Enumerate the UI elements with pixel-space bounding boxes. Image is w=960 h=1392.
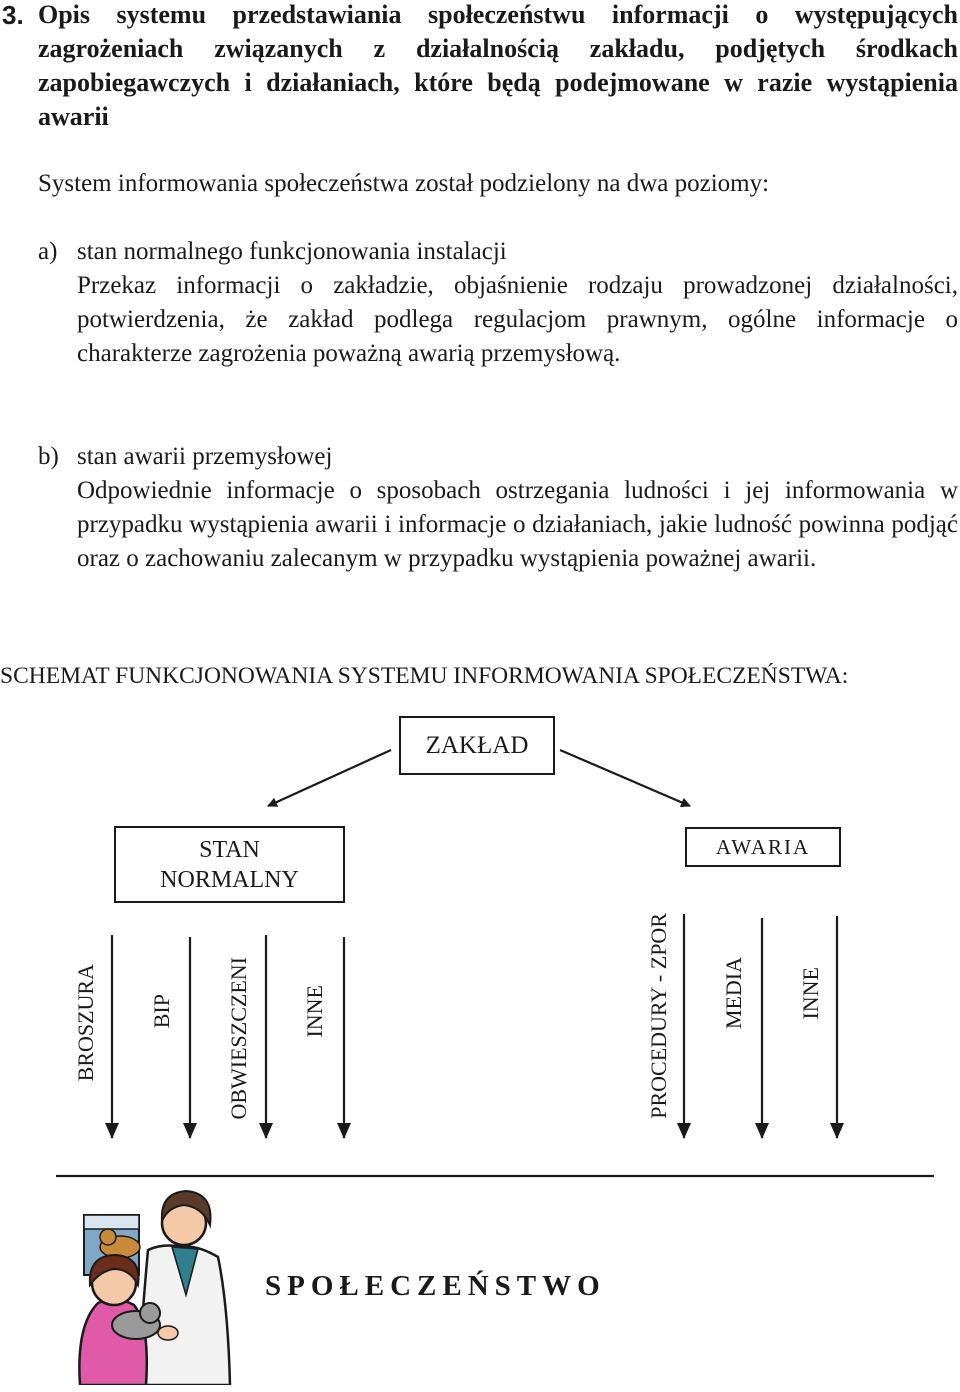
channel-broszura: BROSZURA	[73, 964, 98, 1082]
level-a-title: stan normalnego funkcjonowania instalacji	[77, 238, 507, 265]
section-title: Opis systemu przedstawiania społeczeństwu informacji o występujących zagrożeniach związanych z działalnością zakładu, podjętych środkach zapobiegawczych i działaniach, które będą podejmowane w razie wystąpienia awarii	[38, 0, 958, 131]
level-a-marker: a)	[38, 238, 58, 265]
channel-media: MEDIA	[721, 957, 746, 1030]
people-clipart-image	[68, 1185, 238, 1385]
intro-paragraph: System informowania społeczeństwa został podzielony na dwa poziomy:	[38, 170, 770, 197]
node-zaklad: ZAKŁAD	[399, 716, 555, 775]
channel-bip: BIP	[149, 994, 174, 1029]
channel-inne-awaria: INNE	[798, 967, 823, 1020]
channel-procedury-zpor: PROCEDURY - ZPOR	[646, 913, 671, 1119]
level-a-body: Przekaz informacji o zakładzie, objaśnienie rodzaju prowadzonej działalności, potwierdzenia, że zakład podlega regulacjom prawnym, ogólne informacje o charakterze zagrożenia poważną awarią przemysłową.	[77, 272, 958, 367]
channel-inne-normal: INNE	[302, 985, 327, 1038]
section-number: 3.	[2, 0, 24, 30]
level-b-title: stan awarii przemysłowej	[77, 443, 333, 470]
level-b-marker: b)	[38, 443, 59, 470]
level-b-body: Odpowiednie informacje o sposobach ostrzegania ludności i jej informowania w przypadku wystąpienia awarii i informacje o działaniach, jakie ludność powinna podjąć oraz o zachowaniu zalecanym w przypadku wystąpienia poważnej awarii.	[77, 477, 958, 572]
node-stan-line1: STAN	[199, 836, 260, 863]
node-awaria: AWARIA	[685, 827, 841, 867]
diagram-title: SCHEMAT FUNKCJONOWANIA SYSTEMU INFORMOWANIA SPOŁECZEŃSTWA:	[0, 663, 849, 689]
arrow-to-normal	[268, 750, 391, 806]
node-stan-line2: NORMALNY	[160, 866, 299, 893]
arrow-to-awaria	[560, 750, 690, 806]
target-spoleczenstwo: SPOŁECZEŃSTWO	[265, 1270, 606, 1302]
node-stan-normalny	[114, 826, 345, 903]
channel-obwieszczenia: OBWIESZCZENI	[226, 957, 251, 1120]
